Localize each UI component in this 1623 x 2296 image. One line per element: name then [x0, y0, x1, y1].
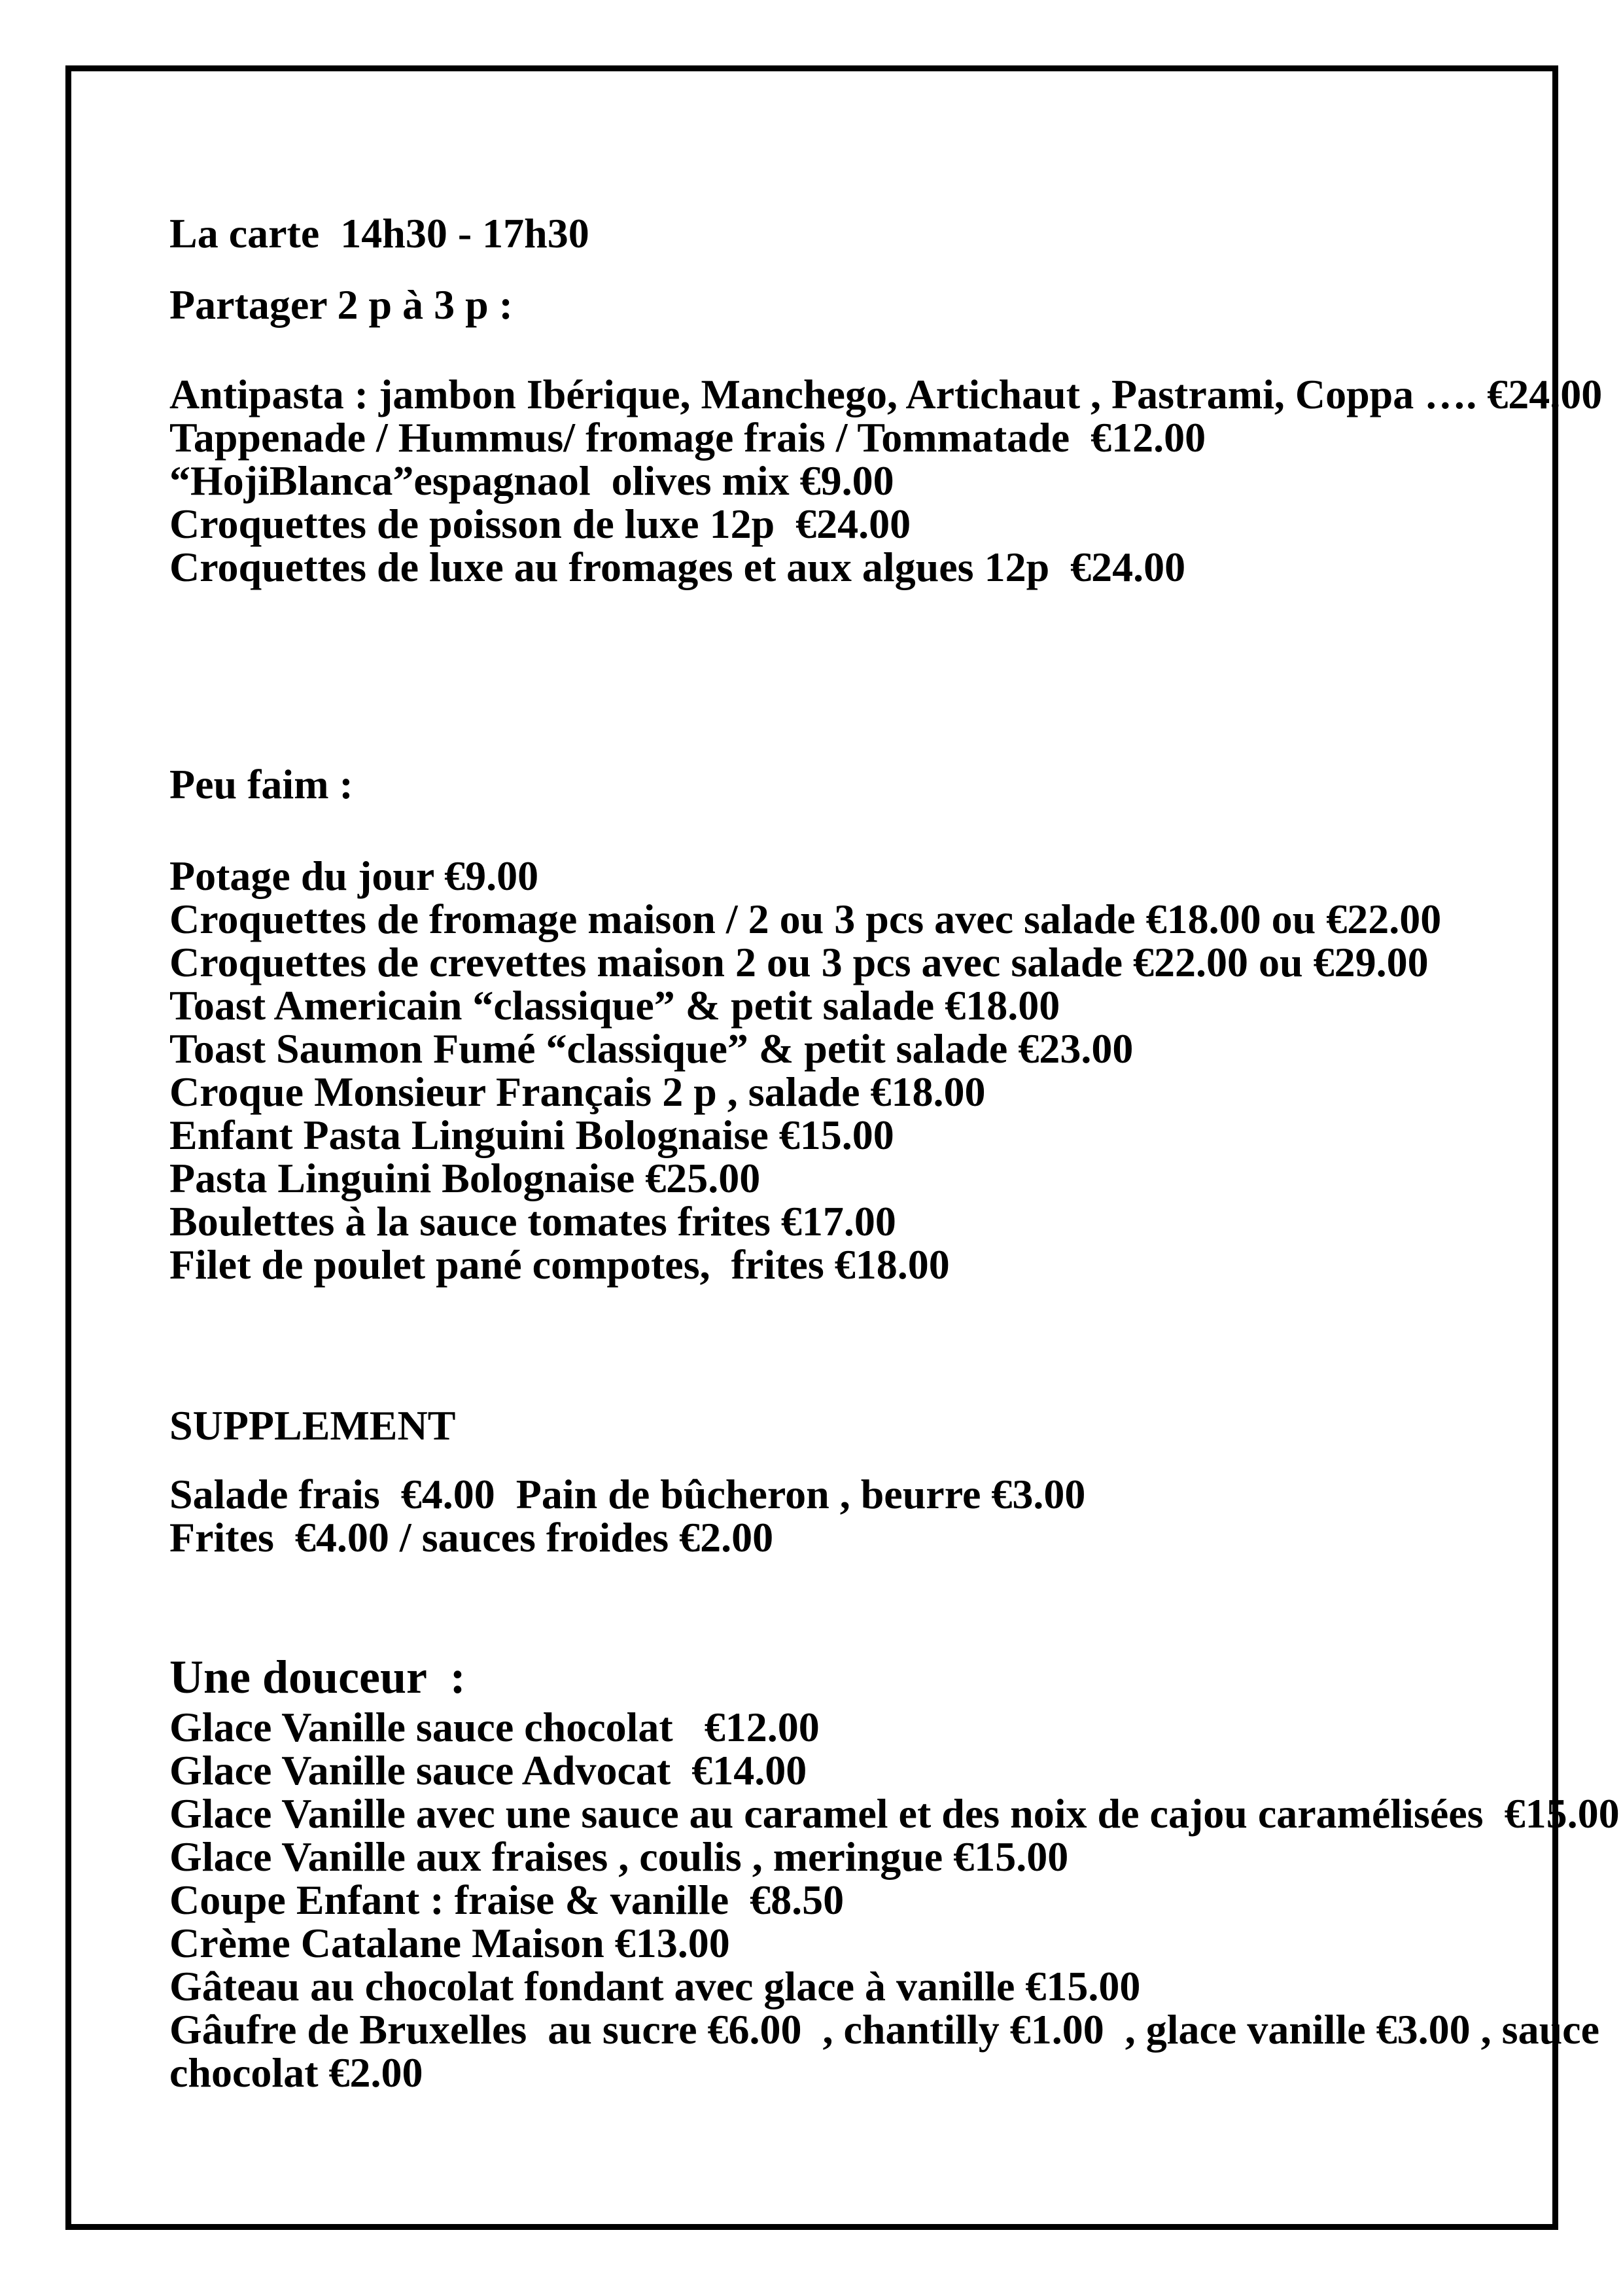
- menu-item-line: Enfant Pasta Linguini Bolognaise €15.00: [169, 1112, 894, 1158]
- section-items-une-douceur: [169, 1706, 1623, 2094]
- menu-item-line: “HojiBlanca”espagnaol olives mix €9.00: [169, 457, 894, 504]
- menu-item-line: Glace Vanille aux fraises , coulis , meringue €15.00: [169, 1833, 1069, 1880]
- menu-item-line: Crème Catalane Maison €13.00: [169, 1920, 730, 1966]
- section-heading-peu-faim: Peu faim :: [169, 761, 353, 807]
- section-heading-partager: Partager 2 p à 3 p :: [169, 281, 513, 328]
- menu-item-line: Gâufre de Bruxelles au sucre €6.00 , chantilly €1.00 , glace vanille €3.00 , sauce: [169, 2006, 1599, 2053]
- menu-item-line: Glace Vanille avec une sauce au caramel et des noix de cajou caramélisées €15.00: [169, 1790, 1620, 1837]
- section-supplement: [169, 1404, 1623, 1559]
- menu-item-line: Gâteau au chocolat fondant avec glace à vanille €15.00: [169, 1963, 1141, 2009]
- menu-item-line: Filet de poulet pané compotes, frites €18.00: [169, 1241, 950, 1288]
- menu-item-line: Salade frais €4.00 Pain de bûcheron , beurre €3.00: [169, 1471, 1086, 1517]
- section-une-douceur: [169, 1653, 1623, 2094]
- section-partager: [169, 283, 1623, 589]
- menu-item-line: Croquettes de fromage maison / 2 ou 3 pcs avec salade €18.00 ou €22.00: [169, 896, 1442, 942]
- section-items-peu-faim: [169, 855, 1623, 1286]
- menu-item-line: Tappenade / Hummus/ fromage frais / Tommatade €12.00: [169, 414, 1206, 461]
- menu-item-line: Potage du jour €9.00: [169, 853, 539, 899]
- menu-item-line: Glace Vanille sauce Advocat €14.00: [169, 1747, 807, 1793]
- menu-item-line: Toast Saumon Fumé “classique” & petit salade €23.00: [169, 1025, 1134, 1072]
- menu-item-line: Glace Vanille sauce chocolat €12.00: [169, 1704, 820, 1750]
- section-items-partager: [169, 373, 1623, 589]
- menu-item-line: Antipasta : jambon Ibérique, Manchego, Artichaut , Pastrami, Coppa …. €24.00: [169, 371, 1603, 417]
- menu-item-line: Croque Monsieur Français 2 p , salade €18.00: [169, 1069, 986, 1115]
- menu-title: La carte 14h30 - 17h30: [169, 210, 589, 256]
- section-peu-faim: [169, 763, 1623, 1286]
- section-heading-supplement: SUPPLEMENT: [169, 1402, 456, 1449]
- menu-item-line: Croquettes de crevettes maison 2 ou 3 pcs avec salade €22.00 ou €29.00: [169, 939, 1429, 985]
- menu-item-line: Coupe Enfant : fraise & vanille €8.50: [169, 1877, 845, 1923]
- menu-item-line: Pasta Linguini Bolognaise €25.00: [169, 1155, 761, 1201]
- menu-item-line: Croquettes de luxe au fromages et aux algues 12p €24.00: [169, 544, 1186, 590]
- page-border: [65, 65, 1620, 2230]
- menu-item-line: Boulettes à la sauce tomates frites €17.00: [169, 1198, 896, 1245]
- menu-item-line: Frites €4.00 / sauces froides €2.00: [169, 1514, 774, 1561]
- menu-item-line: Croquettes de poisson de luxe 12p €24.00: [169, 501, 911, 547]
- menu-content: [169, 143, 1623, 2094]
- menu-item-line: chocolat €2.00: [169, 2049, 423, 2096]
- section-items-supplement: [169, 1473, 1623, 1559]
- menu-item-line: Toast Americain “classique” & petit salade €18.00: [169, 982, 1060, 1029]
- section-heading-une-douceur: Une douceur :: [169, 1651, 466, 1703]
